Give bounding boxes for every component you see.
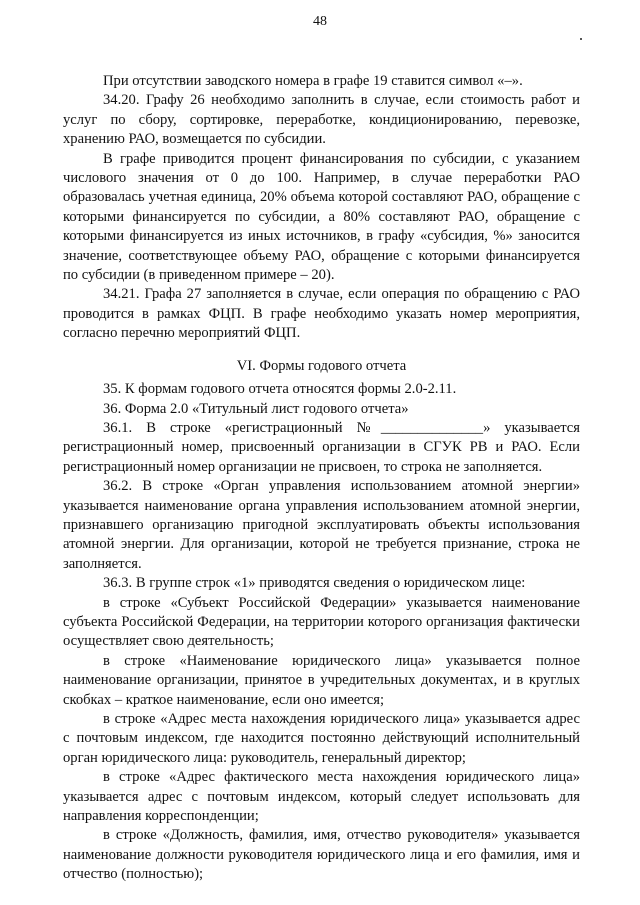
paragraph: 34.20. Графу 26 необходимо заполнить в случае, если стоимость работ и услуг по сбору, сортировке, переработке, кондиционированию, перевозке, хранению РАО, возмещается по субсидии. (63, 92, 580, 148)
paragraph: в строке «Адрес фактического места нахождения юридического лица» указывается адрес с почтовым индексом, который следует использовать для направления корреспонденции; (63, 769, 580, 825)
paragraph: в строке «Наименование юридического лица» указывается полное наименование организации, принятое в учредительных документах, и в круглых скобках – краткое наименование, если оно имеется; (63, 652, 580, 708)
paragraph: При отсутствии заводского номера в графе 19 ставится символ «–». (103, 73, 523, 89)
paragraph: 36. Форма 2.0 «Титульный лист годового отчета» (103, 400, 409, 417)
paragraph: 36.2. В строке «Орган управления использованием атомной энергии» указывается наименование органа управления использованием атомной энергии, признавшего организацию пригодной эксплуатировать объекты использования атомной энергии. Для организации, которой не требуется признание, строка не заполняется. (63, 478, 580, 572)
paragraph: В графе приводится процент финансирования по субсидии, с указанием числового значения от 0 до 100. Например, в случае переработки РАО образовалась учетная единица, 20% объема которой составляют РАО, обращение с которыми финансируется по субсидии, а 80% составляют РАО, обращение с которыми финансируется из иных источников, в графу «субсидия, %» заносится значение, соответствующее объему РАО, обращение с которыми финансируется по субсидии (в приведенном примере – 20). (63, 150, 580, 284)
paragraph: 36.1. В строке «регистрационный №______________» указывается регистрационный номер, присвоенный организации в СГУК РВ и РАО. Если регистрационный номер организации не присвоен, то строка не заполняется. (63, 419, 580, 475)
paragraph: в строке «Адрес места нахождения юридического лица» указывается адрес с почтовым индексом, где находится постоянно действующий исполнительный орган юридического лица: руководитель, генеральный директор; (63, 711, 580, 766)
paragraph: 35. К формам годового отчета относятся формы 2.0-2.11. (103, 381, 457, 398)
document-body (63, 72, 580, 885)
paragraph: 34.21. Графа 27 заполняется в случае, если операция по обращению с РАО проводится в рамках ФЦП. В графе необходимо указать номер мероприятия, согласно перечню мероприятий ФЦП. (63, 286, 580, 342)
page-number: 48 (313, 14, 327, 29)
section-heading: VI. Формы годового отчета (236, 357, 407, 374)
paragraph: 36.3. В группе строк «1» приводятся сведения о юридическом лице: (103, 575, 526, 592)
scan-speck (580, 38, 582, 40)
paragraph: в строке «Субъект Российской Федерации» указывается наименование субъекта Российской Федерации, на территории которого организация фактически осуществляет свою деятельность; (63, 594, 580, 650)
paragraph: в строке «Должность, фамилия, имя, отчество руководителя» указывается наименование должности руководителя юридического лица и его фамилия, имя и отчество (полностью); (63, 827, 580, 883)
